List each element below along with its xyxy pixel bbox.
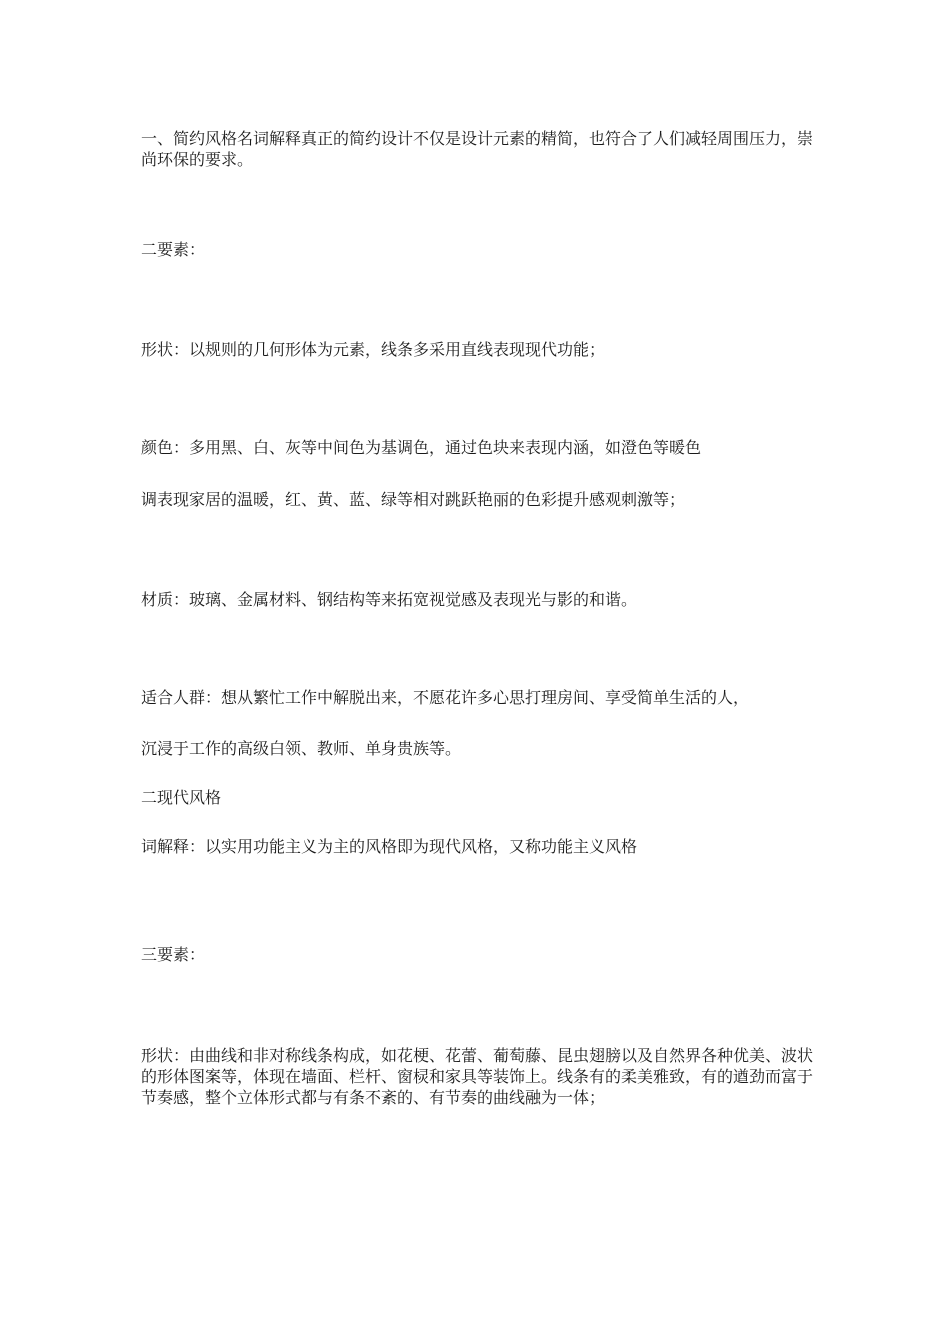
paragraph-intro: 一、简约风格名词解释真正的简约设计不仅是设计元素的精简，也符合了人们减轻周围压力，崇尚环保的要求。 <box>141 129 814 169</box>
heading-modern-style: 二现代风格 <box>141 788 222 807</box>
paragraph-audience-line1: 适合人群：想从繁忙工作中解脱出来，不愿花许多心思打理房间、享受简单生活的人， <box>141 688 750 707</box>
paragraph-shape-curves: 形状：由曲线和非对称线条构成，如花梗、花蕾、葡萄藤、昆虫翅膀以及自然界各种优美、波状的形体图案等，体现在墙面、栏杆、窗棂和家具等装饰上。线条有的柔美雅致，有的遒劲而富于节奏感，整个立体形式都与有条不紊的、有节奏的曲线融为一体； <box>141 1046 814 1107</box>
paragraph-modern-definition: 词解释：以实用功能主义为主的风格即为现代风格，又称功能主义风格 <box>141 837 638 856</box>
paragraph-color-line2: 调表现家居的温暖，红、黄、蓝、绿等相对跳跃艳丽的色彩提升感观刺激等； <box>141 490 686 509</box>
paragraph-shape: 形状：以规则的几何形体为元素，线条多采用直线表现现代功能； <box>141 340 606 359</box>
heading-elements-two: 二要素： <box>141 240 206 259</box>
heading-elements-three: 三要素： <box>141 945 206 964</box>
paragraph-audience-line2: 沉浸于工作的高级白领、教师、单身贵族等。 <box>141 739 462 758</box>
paragraph-color-line1: 颜色：多用黑、白、灰等中间色为基调色，通过色块来表现内涵，如澄色等暖色 <box>141 438 702 457</box>
paragraph-material: 材质：玻璃、金属材料、钢结构等来拓宽视觉感及表现光与影的和谐。 <box>141 590 638 609</box>
